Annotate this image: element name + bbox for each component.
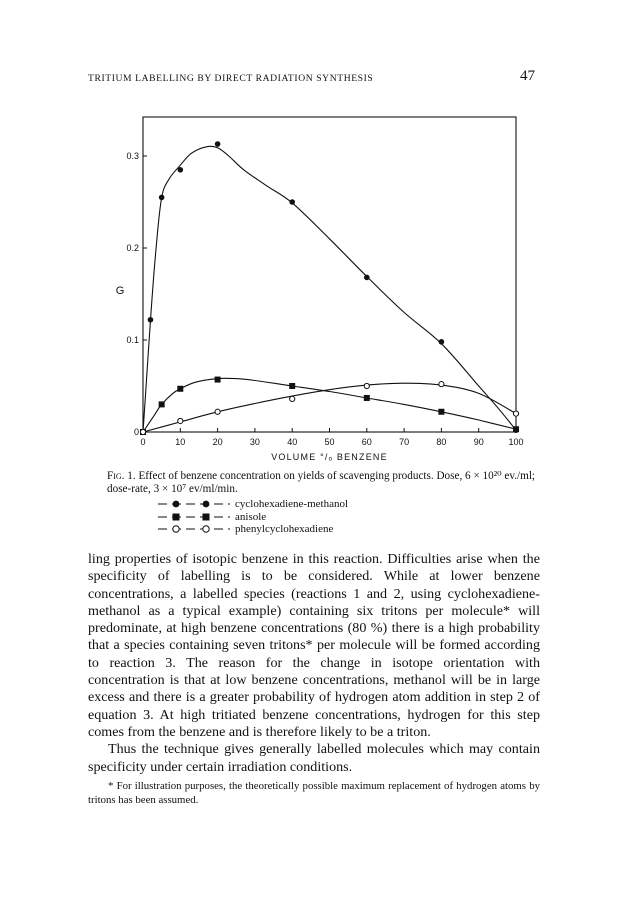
x-tick-label: 50 <box>324 437 335 447</box>
legend-item-cyclohexadiene-methanol <box>158 498 348 511</box>
x-tick-label: 10 <box>175 437 186 447</box>
x-tick-label: 90 <box>473 437 484 447</box>
figure-legend <box>158 498 348 536</box>
running-head: TRITIUM LABELLING BY DIRECT RADIATION SYNTHESIS <box>88 73 374 84</box>
y-axis-label: G <box>115 285 125 297</box>
plot-frame <box>143 117 516 432</box>
legend-label: cyclohexadiene-methanol <box>235 498 349 510</box>
x-tick-label: 30 <box>249 437 260 447</box>
footnote: * For illustration purposes, the theoretically possible maximum replacement of hydrogen atoms by tritons has been assumed. <box>88 780 540 806</box>
x-axis-label: VOLUME °/ₒ BENZENE <box>271 452 388 462</box>
data-point-cyclohexadiene-methanol <box>148 317 154 323</box>
paragraph: Thus the technique gives generally labelled molecules which may contain specificity under certain irradiation conditions. <box>88 741 540 775</box>
y-tick-label: 0 <box>133 427 139 437</box>
legend-label: phenylcyclohexadiene <box>235 523 334 535</box>
data-point-phenylcyclohexadiene <box>178 418 183 423</box>
x-tick-label: 100 <box>508 437 524 447</box>
data-point-cyclohexadiene-methanol <box>178 167 184 173</box>
figure-caption <box>107 470 537 496</box>
series-line-phenylcyclohexadiene <box>143 383 516 432</box>
data-point-phenylcyclohexadiene <box>215 409 220 414</box>
legend-item-phenylcyclohexadiene <box>158 523 348 536</box>
y-tick-label: 0.1 <box>126 335 139 345</box>
x-tick-label: 40 <box>287 437 298 447</box>
data-point-anisole <box>159 401 165 407</box>
data-point-cyclohexadiene-methanol <box>159 195 165 201</box>
body-text <box>88 551 540 776</box>
data-point-phenylcyclohexadiene <box>513 411 518 416</box>
data-point-anisole <box>289 383 295 389</box>
data-point-anisole <box>177 386 183 392</box>
data-point-anisole <box>215 377 221 383</box>
data-point-anisole <box>364 395 370 401</box>
figure-caption-text: Effect of benzene concentration on yields of scavenging products. Dose, 6 × 10²⁰ ev./ml; dose-rate, 3 × 10⁷ ev/ml/min. <box>107 470 536 495</box>
figure-label: Fig. 1. <box>107 470 136 482</box>
open-circle-line-icon <box>158 524 230 534</box>
x-tick-label: 70 <box>399 437 410 447</box>
data-point-anisole <box>513 426 519 432</box>
data-point-cyclohexadiene-methanol <box>364 275 370 281</box>
x-tick-label: 80 <box>436 437 447 447</box>
data-point-phenylcyclohexadiene <box>290 396 295 401</box>
data-point-anisole <box>438 409 444 415</box>
y-tick-label: 0.3 <box>126 151 139 161</box>
series-line-anisole <box>143 378 516 432</box>
x-tick-label: 20 <box>212 437 223 447</box>
y-tick-label: 0.2 <box>126 243 139 253</box>
data-point-phenylcyclohexadiene <box>439 382 444 387</box>
data-point-phenylcyclohexadiene <box>364 383 369 388</box>
x-tick-label: 0 <box>140 437 146 447</box>
data-point-cyclohexadiene-methanol <box>215 141 221 147</box>
data-point-cyclohexadiene-methanol <box>439 339 445 345</box>
paragraph: ling properties of isotopic benzene in this reaction. Difficulties arise when the specificity of labelling is to be considered. While at lower benzene concentrations, a labelled species (reactions 1 and 2, using cyclohexadiene-methanol as a typical example) containing six tritons per molecule* will predominate, at high benzene concentrations (80 %) there is a high probability that a species containing seven tritons* per molecule will be formed according to reaction 3. The reason for the change in isotope orientation with concentration is that at low benzene concentrations, methanol will be in large excess and there is a greater probability of hydrogen atom addition in step 2 of equation 3. At high tritiated benzene concentrations, hydrogen for this step comes from the benzene and is therefore likely to be a triton. <box>88 551 540 740</box>
page-number: 47 <box>520 68 535 84</box>
legend-label: anisole <box>235 510 267 523</box>
legend-item-anisole <box>158 511 348 524</box>
filled-circle-line-icon <box>158 499 230 509</box>
x-tick-label: 60 <box>361 437 372 447</box>
filled-square-line-icon <box>158 512 230 522</box>
data-point-cyclohexadiene-methanol <box>289 199 295 205</box>
data-point-phenylcyclohexadiene <box>140 429 145 434</box>
